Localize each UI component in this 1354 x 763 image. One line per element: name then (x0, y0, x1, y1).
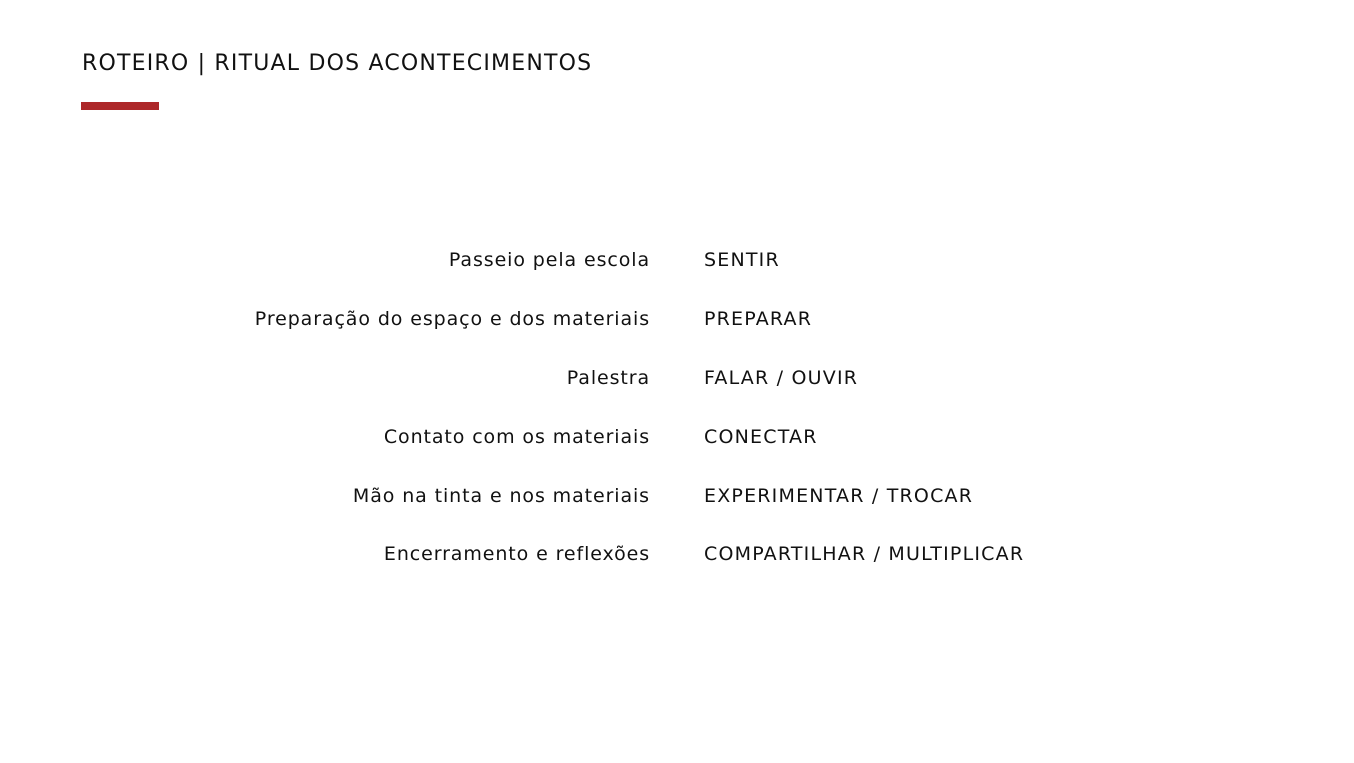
itinerary-row (0, 540, 1354, 568)
activity-label: Encerramento e reflexões (383, 543, 650, 565)
itinerary-row (0, 364, 1354, 392)
action-verb: FALAR / OUVIR (704, 367, 859, 389)
action-verb: COMPARTILHAR / MULTIPLICAR (704, 543, 1025, 565)
activity-label: Palestra (566, 367, 650, 389)
itinerary-row (0, 423, 1354, 451)
activity-label: Mão na tinta e nos materiais (352, 485, 650, 507)
title-accent-bar (81, 102, 159, 110)
itinerary-row (0, 482, 1354, 510)
activity-label: Contato com os materiais (383, 426, 650, 448)
activity-label: Preparação do espaço e dos materiais (254, 308, 650, 330)
itinerary-row (0, 246, 1354, 274)
action-verb: SENTIR (704, 249, 780, 271)
action-verb: PREPARAR (704, 308, 813, 330)
activity-label: Passeio pela escola (448, 249, 650, 271)
action-verb: EXPERIMENTAR / TROCAR (704, 485, 974, 507)
action-verb: CONECTAR (704, 426, 818, 448)
itinerary-row (0, 305, 1354, 333)
slide-title: ROTEIRO | RITUAL DOS ACONTECIMENTOS (82, 51, 593, 76)
